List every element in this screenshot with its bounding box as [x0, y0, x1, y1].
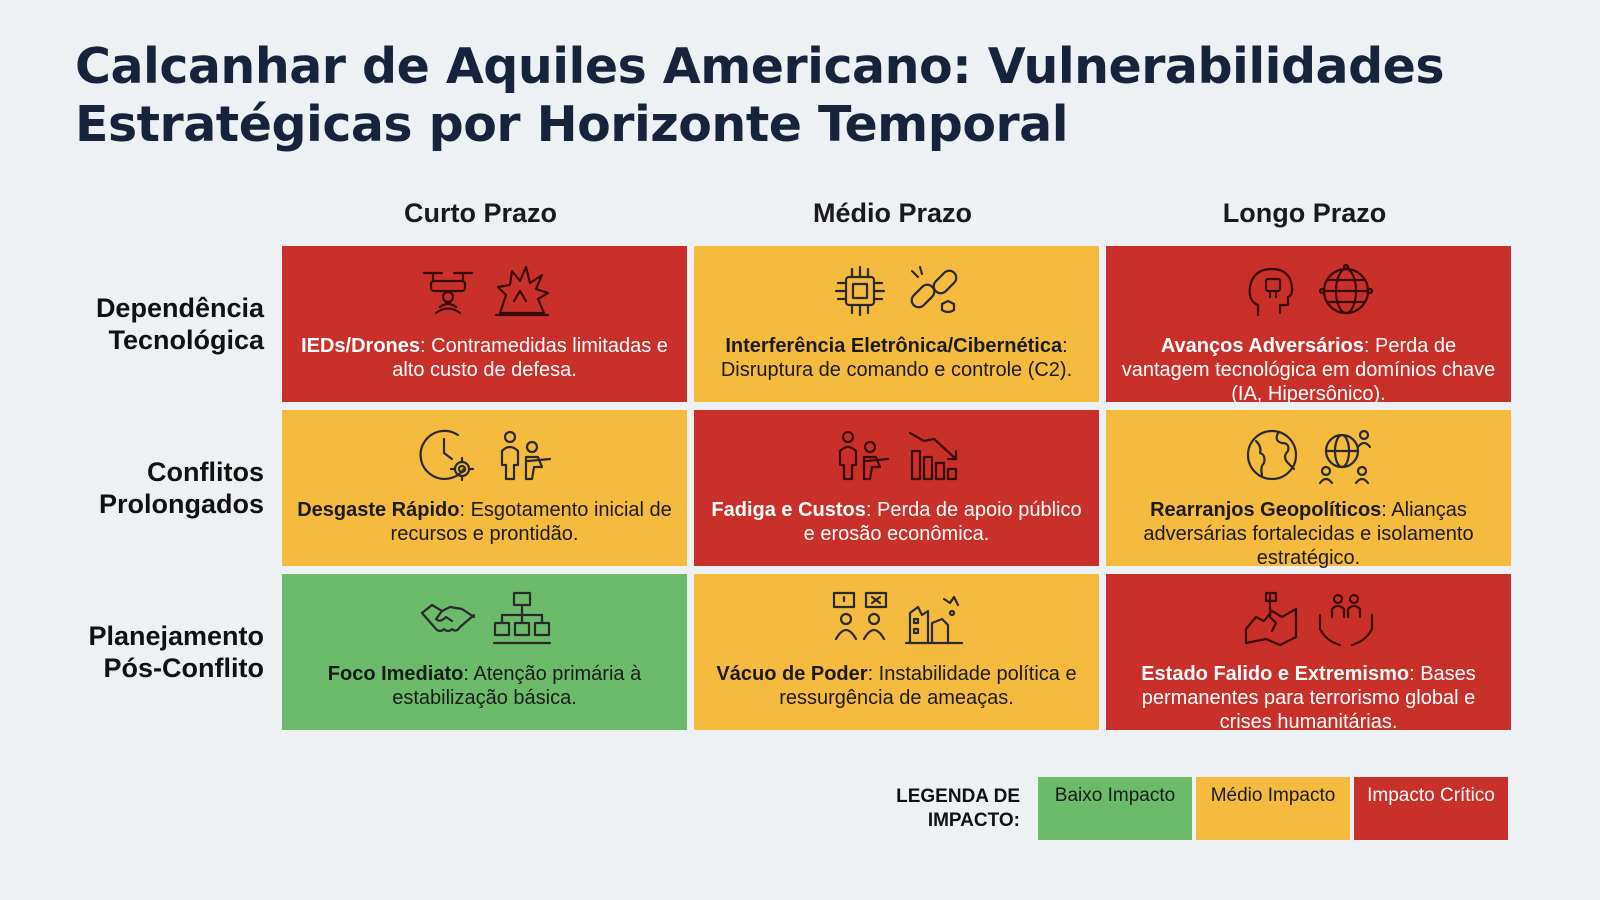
explosion-icon	[492, 261, 552, 321]
cell-heading: Foco Imediato	[327, 663, 464, 685]
legend-item-critical-impact: Impacto Crítico	[1354, 777, 1508, 840]
legend-item-low-impact: Baixo Impacto	[1038, 777, 1192, 840]
column-header-medium-term: Médio Prazo	[812, 198, 973, 228]
cell-heading: Avanços Adversários	[1160, 335, 1364, 357]
circuit-chip-icon	[830, 261, 890, 321]
hierarchy-icon	[492, 589, 552, 649]
soldiers-icon	[830, 425, 890, 485]
cell-text: : Bases permanentes para terrorismo global e crises humanitárias.	[1141, 663, 1476, 733]
cell-text: : Atenção primária à estabilização básica.	[392, 663, 642, 709]
cell-conflict-long-term	[1106, 410, 1511, 569]
world-icon	[1242, 425, 1302, 485]
page-title: Calcanhar de Aquiles Americano: Vulnerabilidades Estratégicas por Horizonte Temporal	[75, 38, 1445, 153]
people-debate-icon	[830, 589, 890, 649]
column-header-short-term: Curto Prazo	[403, 198, 557, 228]
row-header-technological-dependence: Dependência Tecnológica	[95, 293, 264, 355]
row-header-prolonged-conflicts: Conflitos Prolongados	[98, 457, 264, 519]
declining-chart-icon	[904, 425, 964, 485]
clock-gear-icon	[418, 425, 478, 485]
cell-planning-short-term	[282, 574, 687, 730]
cell-tech-medium-term	[694, 246, 1099, 402]
cell-text: : Contramedidas limitadas e alto custo de defesa.	[392, 335, 668, 381]
cell-text: : Perda de apoio público e erosão econômica.	[803, 499, 1082, 545]
cell-heading: Fadiga e Custos	[711, 499, 866, 521]
cell-text: : Esgotamento inicial de recursos e prontidão.	[390, 499, 672, 545]
cell-heading: Desgaste Rápido	[297, 499, 460, 521]
global-people-icon	[1316, 425, 1376, 485]
handshake-icon	[418, 589, 478, 649]
cell-text: : Perda de vantagem tecnológica em domínios chave (IA, Hipersônico).	[1121, 335, 1496, 405]
hands-people-icon	[1316, 589, 1376, 649]
cell-heading: Interferência Eletrônica/Cibernética	[725, 335, 1063, 357]
globe-network-icon	[1316, 261, 1376, 321]
cell-tech-long-term	[1106, 246, 1511, 405]
cell-tech-short-term	[282, 246, 687, 402]
cell-heading: Estado Falido e Extremismo	[1141, 663, 1410, 685]
drone-icon	[418, 261, 478, 321]
cell-heading: Vácuo de Poder	[716, 663, 868, 685]
broken-chain-icon	[904, 261, 964, 321]
cell-heading: Rearranjos Geopolíticos	[1150, 499, 1382, 521]
column-header-long-term: Longo Prazo	[1222, 198, 1387, 228]
ruined-buildings-icon	[904, 589, 964, 649]
cell-heading: IEDs/Drones	[301, 335, 421, 357]
row-header-post-conflict-planning: Planejamento Pós-Conflito	[88, 621, 264, 683]
cell-text: : Instabilidade política e ressurgência de ameaças.	[779, 663, 1077, 709]
cell-planning-medium-term	[694, 574, 1099, 730]
soldiers-icon	[492, 425, 552, 485]
legend-label: LEGENDA DE IMPACTO:	[896, 786, 1020, 831]
ai-head-icon	[1242, 261, 1302, 321]
cell-text: : Disruptura de comando e controle (C2).	[720, 335, 1073, 381]
cell-conflict-short-term	[282, 410, 687, 566]
cell-planning-long-term	[1106, 574, 1511, 733]
cell-conflict-medium-term	[694, 410, 1099, 566]
cell-text: : Alianças adversárias fortalecidas e isolamento estratégico.	[1143, 499, 1474, 569]
broken-map-icon	[1242, 589, 1302, 649]
legend-item-medium-impact: Médio Impacto	[1196, 777, 1350, 840]
